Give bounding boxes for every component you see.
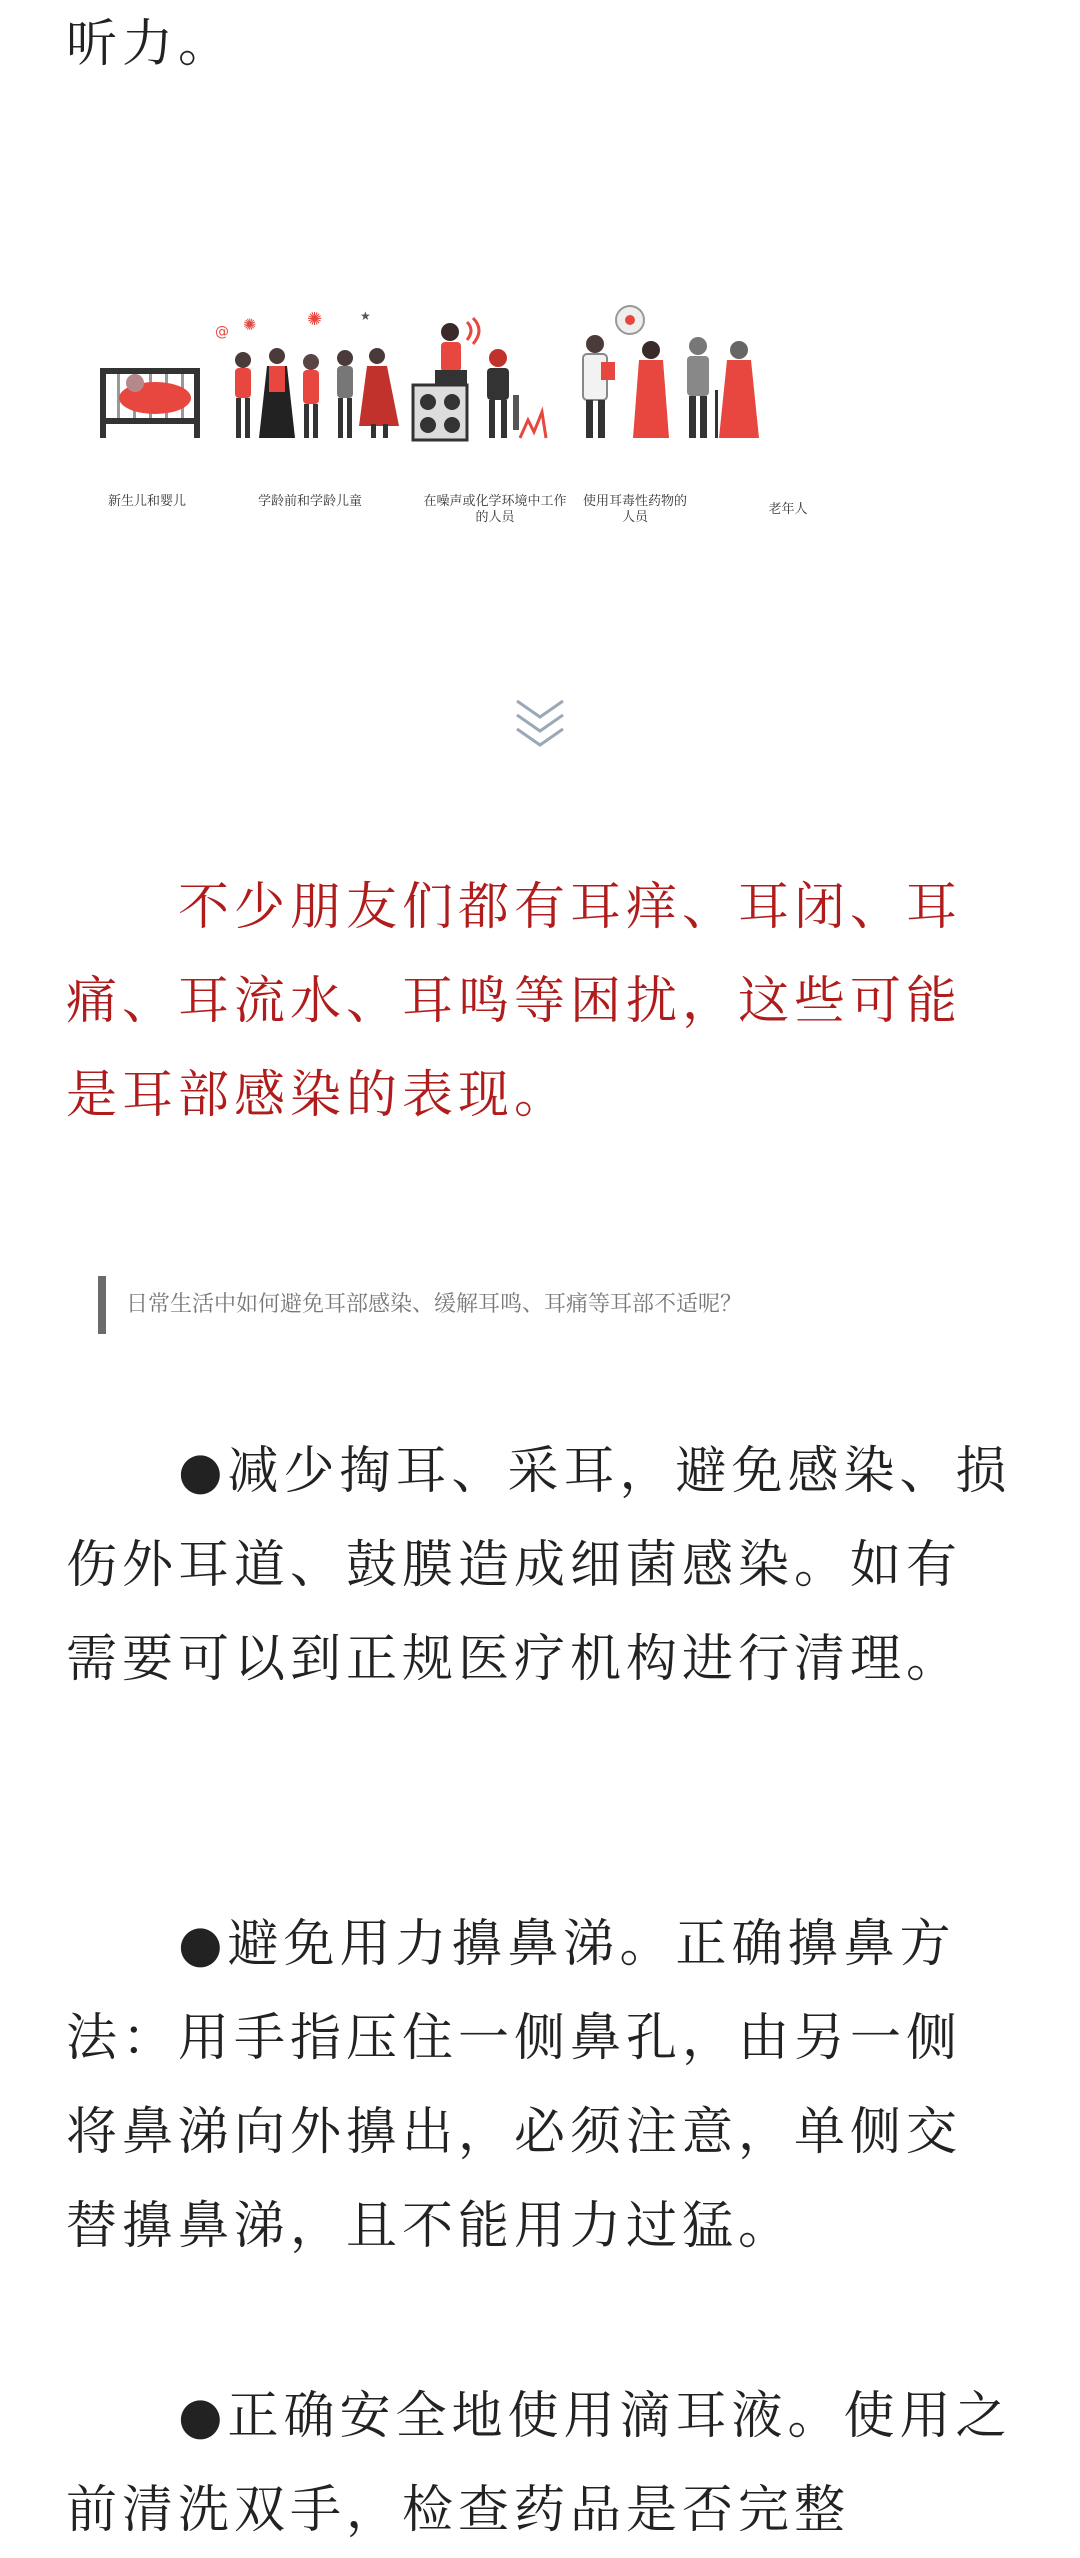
noise-workers-icon — [413, 318, 546, 440]
intro-paragraph: 不少朋友们都有耳痒、耳闭、耳痛、耳流水、耳鸣等困扰，这些可能是耳部感染的表现。 — [66, 878, 963, 1125]
chevron-down-icon — [513, 695, 567, 751]
blockquote-question: 日常生活中如何避免耳部感染、缓解耳鸣、耳痛等耳部不适呢？ — [98, 1276, 742, 1334]
caption-elderly: 老年人 — [768, 502, 808, 517]
tip-1: ●减少掏耳、采耳，避免感染、损伤外耳道、鼓膜造成细菌感染。如有需要可以到正规医疗机构进行清理。 — [66, 1442, 1012, 1689]
tip-3: ●正确安全地使用滴耳液。使用之前清洗双手，检查药品是否完整 — [66, 2387, 1012, 2540]
risk-groups-illustration — [95, 270, 985, 540]
svg-text:✺: ✺ — [307, 309, 323, 330]
svg-text:✺: ✺ — [243, 315, 257, 334]
crib-icon — [100, 368, 200, 438]
caption-workers-line1: 在噪声或化学环境中工作 — [423, 494, 567, 509]
caption-workers-line2: 的人员 — [475, 510, 515, 525]
svg-text:@: @ — [215, 324, 229, 340]
medication-users-icon — [583, 306, 669, 438]
svg-text:★: ★ — [360, 309, 371, 323]
children-icon — [215, 309, 399, 438]
caption-medication-line1: 使用耳毒性药物的 — [582, 494, 688, 509]
caption-medication-line2: 人员 — [621, 510, 649, 525]
caption-children: 学龄前和学龄儿童 — [257, 494, 363, 509]
top-text: 听力。 — [66, 15, 235, 74]
elderly-icon — [687, 337, 759, 438]
caption-newborns: 新生儿和婴儿 — [107, 494, 187, 509]
tip-2: ●避免用力擤鼻涕。正确擤鼻方法：用手指压住一侧鼻孔，由另一侧将鼻涕向外擤出，必须注意，单侧交替擤鼻涕，且不能用力过猛。 — [66, 1915, 963, 2256]
